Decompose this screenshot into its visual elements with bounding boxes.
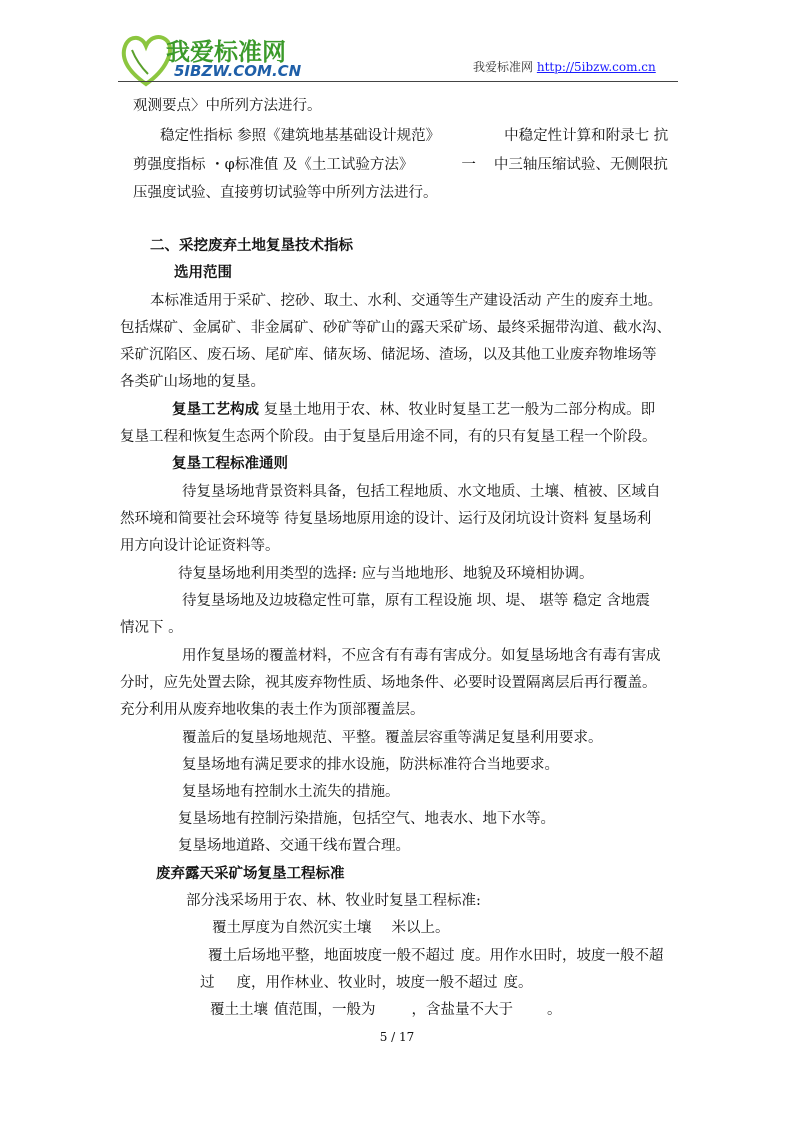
text-line: 剪强度指标 ・φ标准值 及《土工试验方法》 一 中三轴压缩试验、无侧限抗	[133, 157, 668, 173]
text-line: 观测要点〉中所列方法进行。	[133, 98, 322, 114]
text-line: 压强度试验、直接剪切试验等中所列方法进行。	[133, 185, 438, 201]
text-line: 覆土厚度为自然沉实土壤 米以上。	[212, 920, 450, 936]
site-logo[interactable]	[118, 30, 302, 88]
text-line: 各类矿山场地的复垦。	[120, 374, 265, 390]
logo-text-en: 5IBZW.COM.CN	[174, 62, 302, 80]
text-line: 复垦场地有控制污染措施，包括空气、地表水、地下水等。	[178, 811, 555, 827]
text-line: 复垦工程和恢复生态两个阶段。由于复垦后用途不同，有的只有复垦工程一个阶段。	[120, 429, 657, 445]
site-url-link[interactable]: http://5ibzw.com.cn	[536, 60, 656, 74]
text-line: 待复垦场地及边坡稳定性可靠，原有工程设施 坝、堤、 堪等 稳定 含地震	[182, 593, 650, 609]
subsection-heading: 复垦工程标准通则	[172, 455, 288, 472]
text-line: 稳定性指标 参照《建筑地基基础设计规范》 中稳定性计算和附录七 抗	[160, 128, 669, 144]
text-line: 覆土后场地平整，地面坡度一般不超过 度。用作水田时，坡度一般不超	[208, 948, 664, 964]
section-heading: 二、采挖废弃土地复垦技术指标	[150, 237, 353, 254]
subsection-heading: 废弃露天采矿场复垦工程标准	[156, 865, 345, 882]
text-line: 采矿沉陷区、废石场、尾矿库、储灰场、储泥场、渣场，以及其他工业废弃物堆场等	[120, 347, 657, 363]
site-name: 我爱标准网	[473, 60, 534, 74]
header-site-info	[473, 58, 656, 75]
text-line: 复垦工艺构成 复垦土地用于农、林、牧业时复垦工艺一般为二部分构成。即	[172, 401, 656, 418]
subsection-heading: 选用范围	[174, 264, 232, 281]
text-line: 然环境和简要社会环境等 待复垦场地原用途的设计、运行及闭坑设计资料 复垦场利	[120, 511, 652, 527]
text-line: 情况下 。	[120, 620, 183, 636]
text-line: 待复垦场地背景资料具备，包括工程地质、水文地质、土壤、植被、区域自	[182, 484, 661, 500]
text-line: 复垦场地有控制水土流失的措施。	[182, 784, 400, 800]
text-line: 充分利用从废弃地收集的表土作为顶部覆盖层。	[120, 702, 425, 718]
text-line: 过 度，用作林业、牧业时，坡度一般不超过 度。	[200, 975, 533, 991]
text-line: 复垦场地道路、交通干线布置合理。	[178, 838, 410, 854]
text-line: 待复垦场地利用类型的选择: 应与当地地形、地貌及环境相协调。	[178, 566, 594, 582]
text-line: 覆盖后的复垦场地规范、平整。覆盖层容重等满足复垦利用要求。	[182, 730, 603, 746]
text-line: 用方向设计论证资料等。	[120, 538, 280, 554]
text-line: 覆土土壤 值范围，一般为 ，含盐量不大于 。	[210, 1002, 562, 1018]
text-line: 分时，应先处置去除，视其废弃物性质、场地条件、必要时设置隔离层后再行覆盖。	[120, 675, 657, 691]
text-line: 包括煤矿、金属矿、非金属矿、砂矿等矿山的露天采矿场、最终采掘带沟道、截水沟、	[120, 320, 671, 336]
text-line: 部分浅采场用于农、林、牧业时复垦工程标准:	[186, 893, 481, 909]
page-header	[0, 0, 794, 92]
text-line: 本标准适用于采矿、挖砂、取土、水利、交通等生产建设活动 产生的废弃土地。	[150, 293, 663, 309]
logo-text-cn: 我爱标准网	[166, 38, 286, 66]
text-line: 用作复垦场的覆盖材料，不应含有有毒有害成分。如复垦场地含有毒有害成	[182, 648, 661, 664]
text-line: 复垦场地有满足要求的排水设施，防洪标准符合当地要求。	[182, 757, 559, 773]
page-number: 5 / 17	[379, 1030, 415, 1044]
header-divider	[118, 81, 678, 82]
